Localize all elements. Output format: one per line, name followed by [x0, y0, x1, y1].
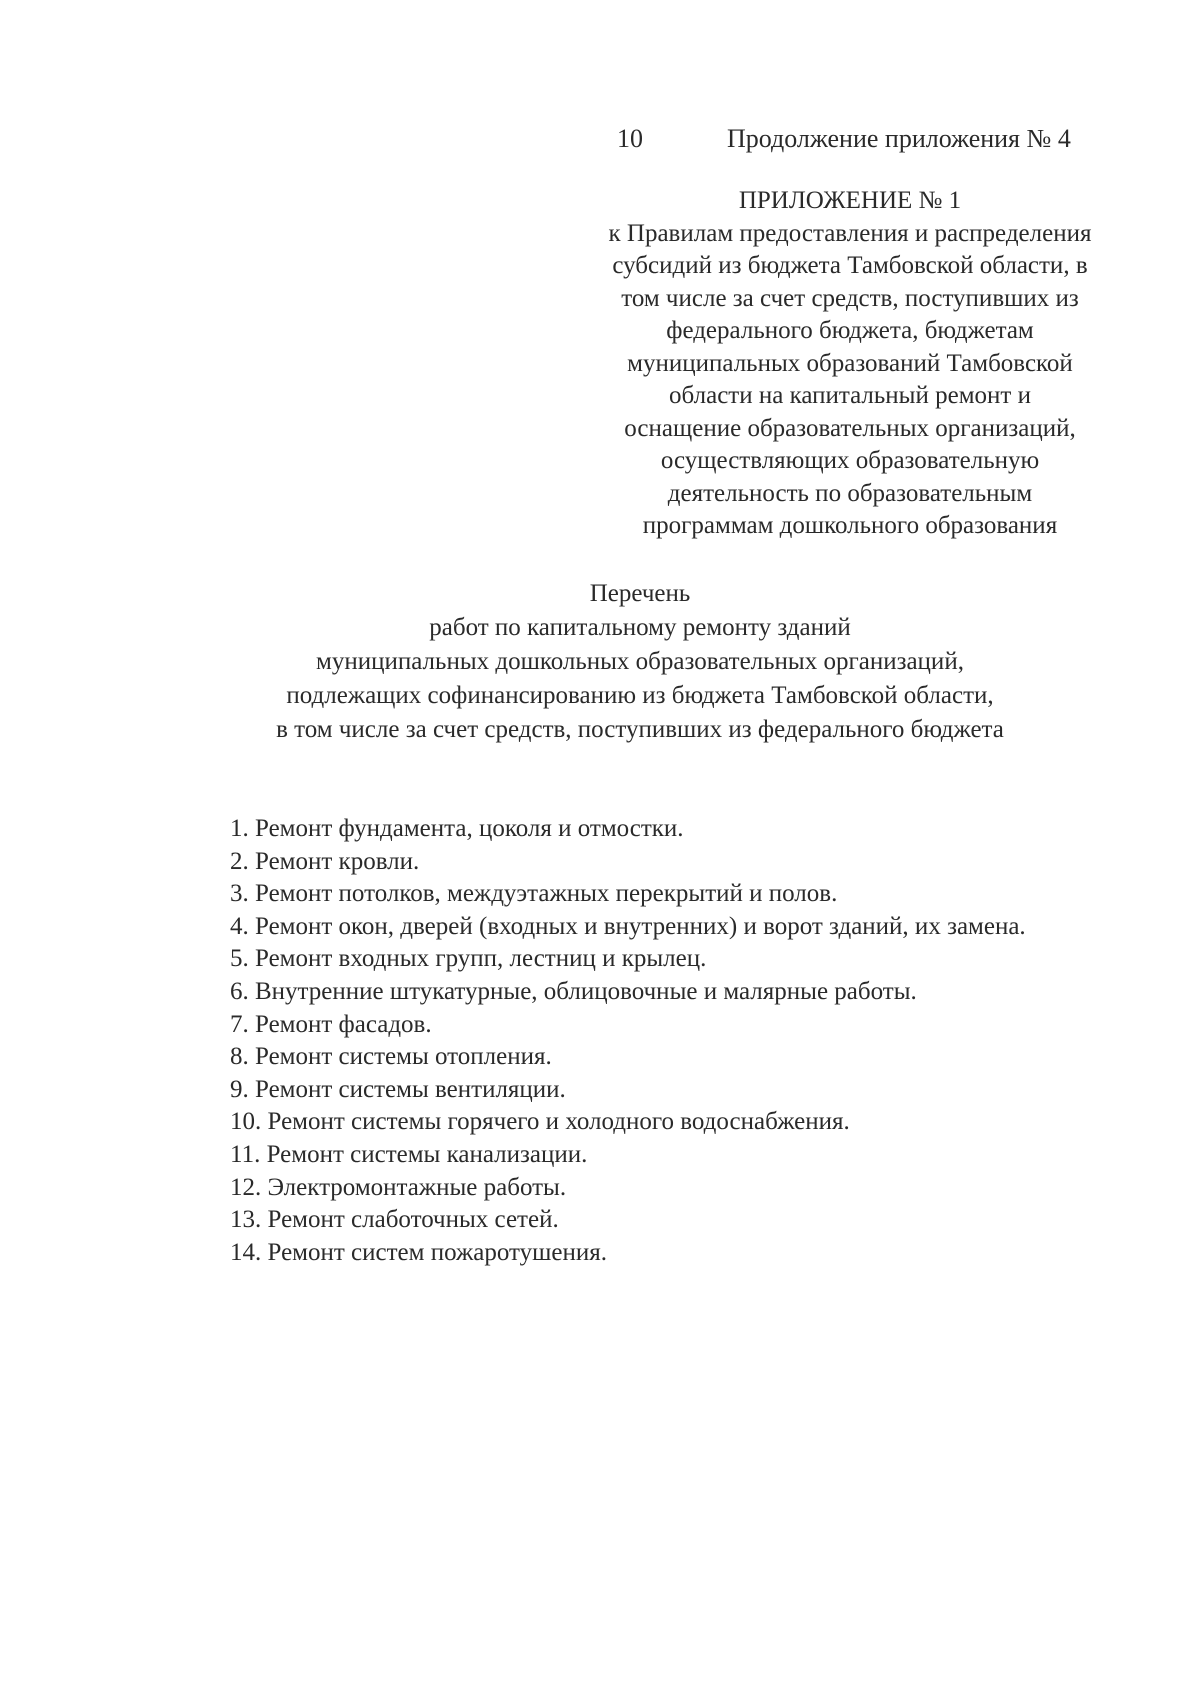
- appendix-line: оснащение образовательных организаций,: [624, 414, 1076, 442]
- appendix-reference: [560, 185, 1140, 543]
- list-heading-line: подлежащих софинансированию из бюджета Тамбовской области,: [286, 682, 994, 709]
- list-item: 5. Ремонт входных групп, лестниц и крылец.: [230, 945, 707, 973]
- appendix-line: области на капитальный ремонт и: [669, 382, 1031, 409]
- appendix-line: к Правилам предоставления и распределения: [608, 219, 1092, 247]
- list-item: 8. Ремонт системы отопления.: [230, 1043, 552, 1071]
- list-item: 6. Внутренние штукатурные, облицовочные и малярные работы.: [230, 977, 917, 1005]
- list-heading-line: муниципальных дошкольных образовательных организаций,: [316, 648, 964, 675]
- list-heading-title: Перечень: [589, 580, 691, 607]
- appendix-line: деятельность по образовательным: [667, 479, 1033, 507]
- appendix-line: федерального бюджета, бюджетам: [666, 317, 1034, 344]
- list-item: 10. Ремонт системы горячего и холодного водоснабжения.: [230, 1108, 850, 1136]
- list-item: 7. Ремонт фасадов.: [230, 1010, 432, 1038]
- appendix-line: программам дошкольного образования: [642, 512, 1058, 539]
- list-heading: [160, 577, 1120, 747]
- list-item: 1. Ремонт фундамента, цоколя и отмостки.: [230, 815, 684, 842]
- list-item: 14. Ремонт систем пожаротушения.: [230, 1238, 607, 1266]
- list-item: 2. Ремонт кровли.: [230, 847, 420, 875]
- works-list: [170, 813, 1070, 1269]
- list-item: 4. Ремонт окон, дверей (входных и внутренних) и ворот зданий, их замена.: [230, 912, 1026, 940]
- appendix-line: муниципальных образований Тамбовской: [627, 349, 1073, 377]
- list-heading-line: работ по капитальному ремонту зданий: [429, 614, 851, 641]
- appendix-line: осуществляющих образовательную: [660, 447, 1040, 474]
- appendix-line: том числе за счет средств, поступивших из: [621, 284, 1079, 312]
- page-number: 10: [617, 124, 643, 153]
- list-item: 3. Ремонт потолков, междуэтажных перекрытий и полов.: [230, 880, 838, 908]
- appendix-title: ПРИЛОЖЕНИЕ № 1: [738, 187, 962, 214]
- list-item: 11. Ремонт системы канализации.: [230, 1140, 588, 1168]
- list-heading-line: в том числе за счет средств, поступивших из федерального бюджета: [276, 716, 1004, 743]
- continuation-note: Продолжение приложения № 4: [727, 124, 1071, 153]
- appendix-line: субсидий из бюджета Тамбовской области, в: [612, 252, 1088, 279]
- list-item: 9. Ремонт системы вентиляции.: [230, 1075, 566, 1103]
- list-item: 13. Ремонт слаботочных сетей.: [230, 1206, 559, 1234]
- list-item: 12. Электромонтажные работы.: [230, 1173, 567, 1201]
